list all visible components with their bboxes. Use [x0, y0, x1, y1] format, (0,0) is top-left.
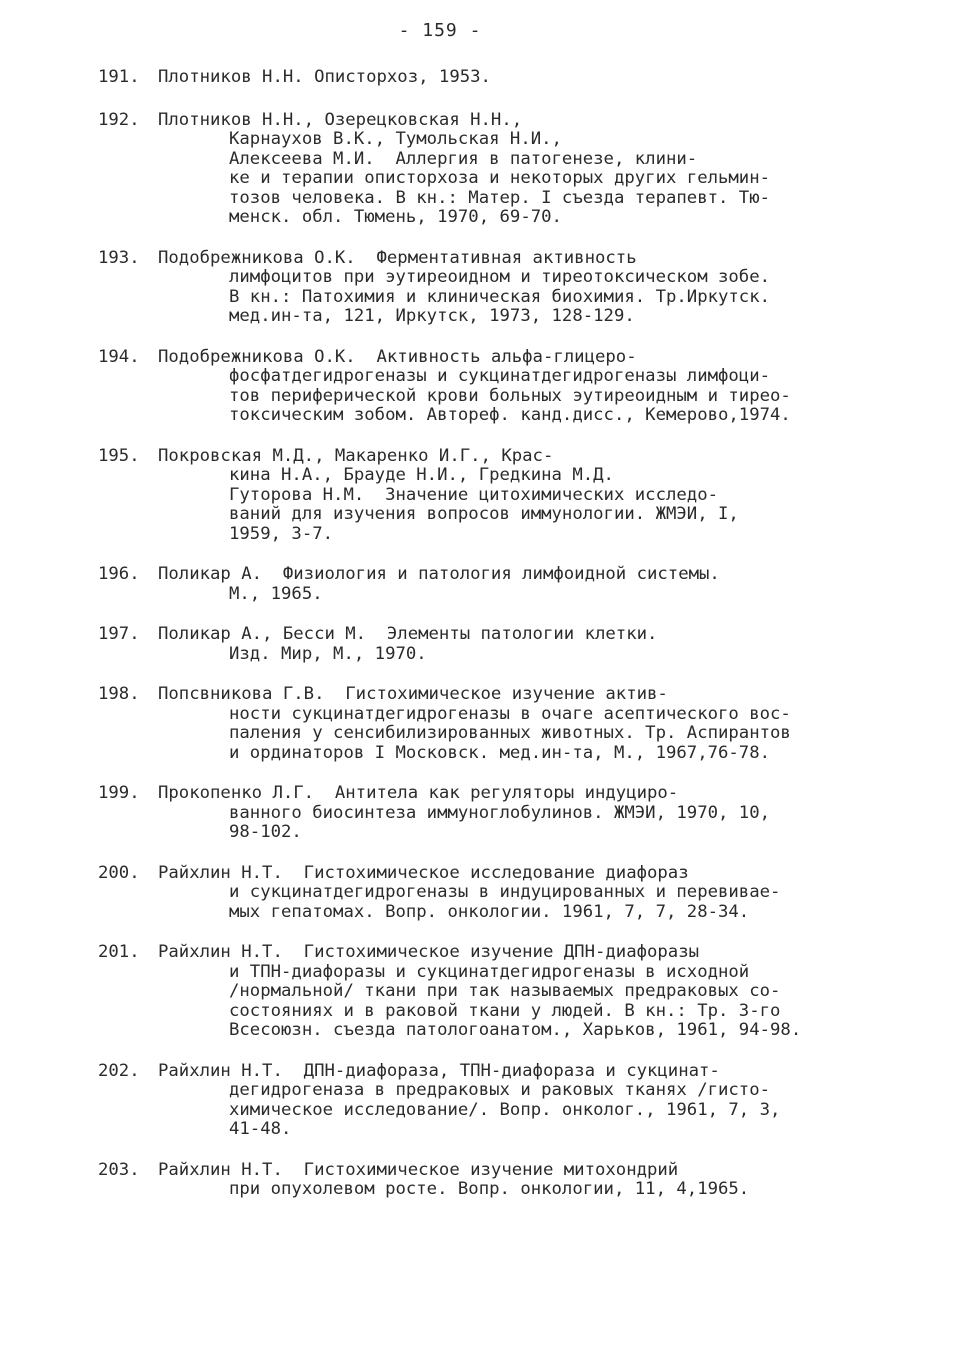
- entry-line: лимфоцитов при эутиреоидном и тиреотоксическом зобе.: [229, 267, 771, 287]
- entry-line: тозов человека. В кн.: Матер. I съезда терапевт. Тю-: [229, 187, 771, 208]
- bibliography-entry: [98, 625, 888, 664]
- entry-number: 194.: [98, 346, 140, 367]
- entry-line: ке и терапии описторхоза и некоторых других гельмин-: [229, 168, 771, 188]
- bibliography-entry: [98, 864, 888, 923]
- entry-line: дегидрогеназа в предраковых и раковых тканях /гисто-: [229, 1080, 771, 1100]
- entry-line: М., 1965.: [229, 583, 323, 604]
- entry-line: и ординаторов I Московск. мед.ин-та, М., 1967,76-78.: [229, 742, 771, 763]
- entry-line: Плотников Н.Н., Озерецковская Н.Н.,: [158, 109, 523, 130]
- entry-number: 198.: [98, 684, 140, 704]
- entry-number: 192.: [98, 109, 140, 130]
- entry-line: мед.ин-та, 121, Иркутск, 1973, 128-129.: [229, 306, 635, 326]
- bibliography-entry: [98, 685, 888, 763]
- bibliography-list: [98, 68, 888, 1221]
- entry-number: 193.: [98, 247, 140, 268]
- entry-line: Подобрежникова О.К. Ферментативная активность: [158, 247, 637, 268]
- entry-line: Поликар А. Физиология и патология лимфоидной системы.: [158, 564, 720, 584]
- entry-line: ваний для изучения вопросов иммунологии. ЖМЭИ, I,: [229, 504, 739, 524]
- entry-line: кина Н.А., Брауде Н.И., Гредкина М.Д.: [229, 465, 614, 485]
- entry-line: Плотников Н.Н. Описторхоз, 1953.: [158, 67, 491, 87]
- entry-line: Райхлин Н.Т. Гистохимическое исследование диафораз: [158, 862, 689, 883]
- entry-line: состояниях и в раковой ткани у людей. В кн.: Тр. 3-го: [229, 1000, 781, 1021]
- entry-line: при опухолевом росте. Вопр. онкологии, 11, 4,1965.: [229, 1179, 750, 1199]
- bibliography-entry: [98, 943, 888, 1041]
- bibliography-entry: [98, 348, 888, 426]
- entry-line: Прокопенко Л.Г. Антитела как регуляторы индуциро-: [158, 783, 679, 803]
- entry-line: Покровская М.Д., Макаренко И.Г., Крас-: [158, 445, 554, 466]
- entry-line: Изд. Мир, М., 1970.: [229, 643, 427, 664]
- entry-line: химическое исследование/. Вопр. онколог., 1961, 7, 3,: [229, 1099, 781, 1120]
- entry-line: и сукцинатдегидрогеназы в индуцированных и перевивае-: [229, 882, 781, 902]
- entry-number: 203.: [98, 1159, 140, 1180]
- entry-number: 197.: [98, 624, 140, 644]
- page-number: - 159 -: [398, 20, 482, 41]
- entry-line: ности сукцинатдегидрогеназы в очаге асептического вос-: [229, 703, 791, 724]
- entry-line: и ТПН-диафоразы и сукцинатдегидрогеназы в исходной: [229, 961, 750, 982]
- entry-number: 200.: [98, 862, 140, 883]
- bibliography-entry: [98, 249, 888, 327]
- entry-line: Алексеева М.И. Аллергия в патогенезе, клини-: [229, 148, 698, 169]
- entry-line: менск. обл. Тюмень, 1970, 69-70.: [229, 207, 562, 227]
- entry-line: Подобрежникова О.К. Активность альфа-глицеро-: [158, 346, 637, 367]
- entry-line: В кн.: Патохимия и клиническая биохимия. Тр.Иркутск.: [229, 286, 771, 307]
- bibliography-entry: [98, 447, 888, 545]
- bibliography-entry: [98, 784, 888, 843]
- entry-line: ванного биосинтеза иммуноглобулинов. ЖМЭИ, 1970, 10,: [229, 802, 771, 823]
- entry-line: 1959, 3-7.: [229, 523, 334, 544]
- entry-line: 98-102.: [229, 822, 302, 842]
- entry-number: 195.: [98, 445, 140, 466]
- entry-line: Райхлин Н.Т. ДПН-диафораза, ТПН-диафораза и сукцинат-: [158, 1060, 720, 1081]
- entry-line: мых гепатомах. Вопр. онкологии. 1961, 7, 7, 28-34.: [229, 901, 750, 922]
- entry-line: /нормальной/ ткани при так называемых предраковых со-: [229, 981, 781, 1001]
- entry-line: паления у сенсибилизированных животных. Тр. Аспирантов: [229, 723, 791, 743]
- bibliography-entry: [98, 1062, 888, 1140]
- bibliography-entry: [98, 1161, 888, 1200]
- entry-number: 199.: [98, 783, 140, 803]
- entry-line: токсическим зобом. Автореф. канд.дисс., Кемерово,1974.: [229, 405, 791, 425]
- entry-line: Поликар А., Бесси М. Элементы патологии клетки.: [158, 624, 658, 644]
- bibliography-entry: [98, 111, 888, 228]
- bibliography-entry: [98, 565, 888, 604]
- entry-line: Гуторова Н.М. Значение цитохимических исследо-: [229, 484, 718, 505]
- bibliography-entry: [98, 68, 888, 88]
- entry-number: 191.: [98, 67, 140, 87]
- entry-number: 201.: [98, 942, 140, 962]
- entry-line: тов периферической крови больных эутиреоидным и тиреo-: [229, 385, 791, 406]
- entry-line: Райхлин Н.Т. Гистохимическое изучение митохондрий: [158, 1159, 679, 1180]
- entry-number: 196.: [98, 564, 140, 584]
- entry-line: Попсвникова Г.В. Гистохимическое изучение актив-: [158, 684, 668, 704]
- entry-line: фосфатдегидрогеназы и сукцинатдегидрогеназы лимфоци-: [229, 366, 771, 386]
- entry-number: 202.: [98, 1060, 140, 1081]
- entry-line: Райхлин Н.Т. Гистохимическое изучение ДПН-диафоразы: [158, 942, 700, 962]
- entry-line: Всесоюзн. съезда патологоанатом., Харьков, 1961, 94-98.: [229, 1020, 802, 1040]
- entry-line: Карнаухов В.К., Тумольская Н.И.,: [229, 129, 562, 149]
- entry-line: 41-48.: [229, 1119, 292, 1139]
